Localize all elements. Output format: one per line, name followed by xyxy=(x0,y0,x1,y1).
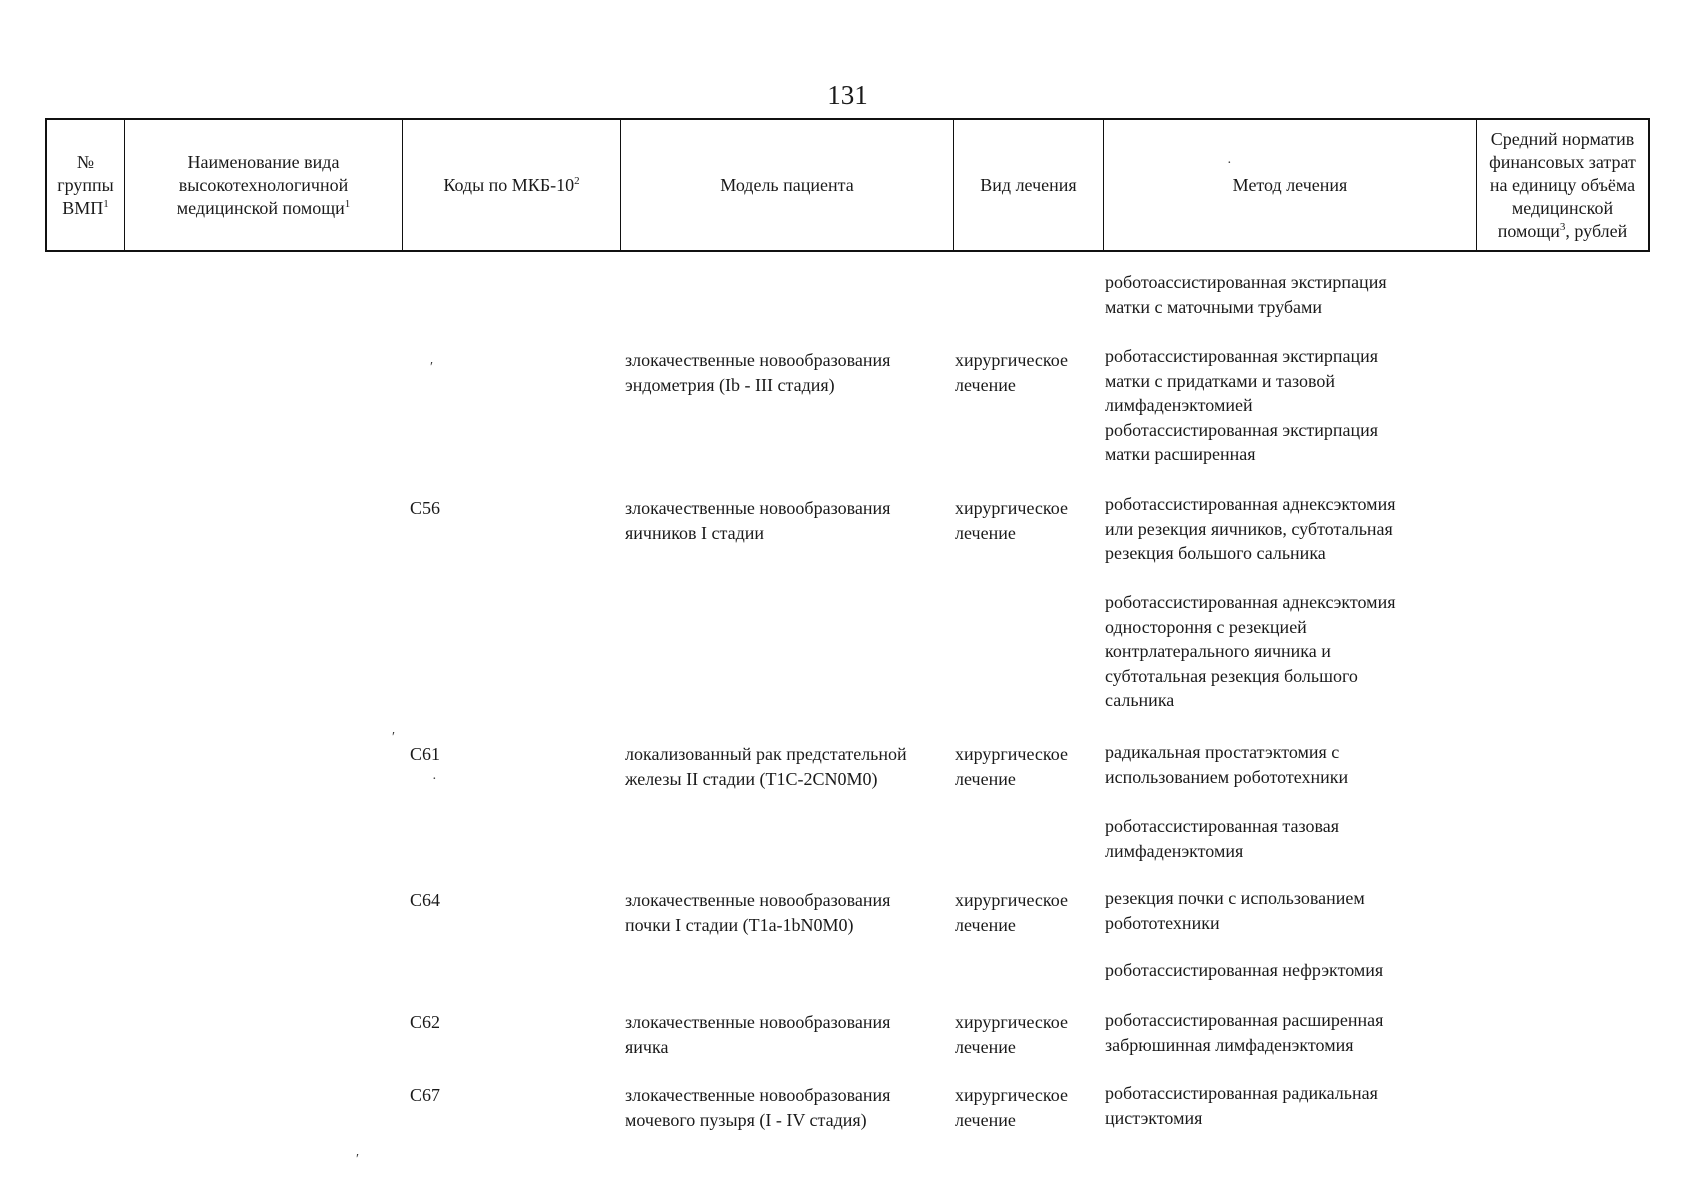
header-cost-standard: Средний норматив финансовых затрат на единицу объёма медицинской помощи$^3$, рублей xyxy=(1489,128,1636,241)
scan-mark: · xyxy=(1227,156,1232,171)
header-treatment-method: Метод лечения xyxy=(1104,120,1477,250)
treatment-type-text: хирургическое лечение xyxy=(955,350,1068,395)
method-text: роботоассистированная экстирпация матки с маточными трубами xyxy=(1105,272,1387,317)
scan-mark: ′ xyxy=(392,730,396,745)
patient-model-text: злокачественные новообразования мочевого пузыря (I - IV стадия) xyxy=(625,1085,891,1130)
page-number: 131 xyxy=(827,80,868,110)
patient-model-text: злокачественные новообразования яичка xyxy=(625,1012,891,1057)
scan-mark: ′ xyxy=(356,1152,360,1167)
patient-model-text: злокачественные новообразования почки I стадии (T1a-1bN0M0) xyxy=(625,890,891,935)
method-text: роботассистированная аднексэктомия или резекция яичников, субтотальная резекция большого сальника xyxy=(1105,494,1396,563)
method-text: роботассистированная расширенная забрюшинная лимфаденэктомия xyxy=(1105,1010,1384,1055)
method-text: радикальная простатэктомия с использованием робототехники xyxy=(1105,742,1349,787)
header-patient-model: Модель пациента xyxy=(621,120,954,250)
icd-code: C62 xyxy=(410,1012,441,1032)
header-icd-codes: Коды по МКБ-$10^2$ xyxy=(403,120,621,250)
patient-model-text: злокачественные новообразования эндометрия (Ib - III стадия) xyxy=(625,350,891,395)
treatment-type-text: хирургическое лечение xyxy=(955,1085,1068,1130)
scan-mark: · xyxy=(432,772,437,787)
method-text: роботассистированная радикальная цистэктомия xyxy=(1105,1083,1378,1128)
patient-model-text: локализованный рак предстательной железы II стадии (T1C-2CN0M0) xyxy=(625,744,907,789)
icd-code: C61 xyxy=(410,744,441,764)
table-header xyxy=(45,118,1650,252)
icd-code: C67 xyxy=(410,1085,441,1105)
treatment-type-text: хирургическое лечение xyxy=(955,1012,1068,1057)
header-care-type-name: Наименование вида высокотехнологичной медицинской помощи$^1$ xyxy=(125,120,403,250)
treatment-type-text: хирургическое лечение xyxy=(955,890,1068,935)
treatment-type-text: хирургическое лечение xyxy=(955,498,1068,543)
scan-mark: ′ xyxy=(430,360,434,375)
patient-model-text: злокачественные новообразования яичников I стадии xyxy=(625,498,891,543)
header-group-number: № группы ВМП$^1$ xyxy=(47,120,125,250)
method-text: роботассистированная аднексэктомия одностороння с резекцией контрлатерального яичника и субтотальная резекция большого сальника xyxy=(1105,592,1396,710)
treatment-type-text: хирургическое лечение xyxy=(955,744,1068,789)
method-text: резекция почки с использованием робототехники xyxy=(1105,888,1365,933)
header-treatment-type: Вид лечения xyxy=(954,120,1104,250)
method-text: роботассистированная нефрэктомия xyxy=(1105,960,1384,980)
icd-code: C56 xyxy=(410,498,441,518)
icd-code: C64 xyxy=(410,890,441,910)
method-text: роботассистированная экстирпация матки с придатками и тазовой лимфаденэктомией роботассистированная экстирпация матки расширенная xyxy=(1105,346,1379,464)
method-text: роботассистированная тазовая лимфаденэктомия xyxy=(1105,816,1339,861)
